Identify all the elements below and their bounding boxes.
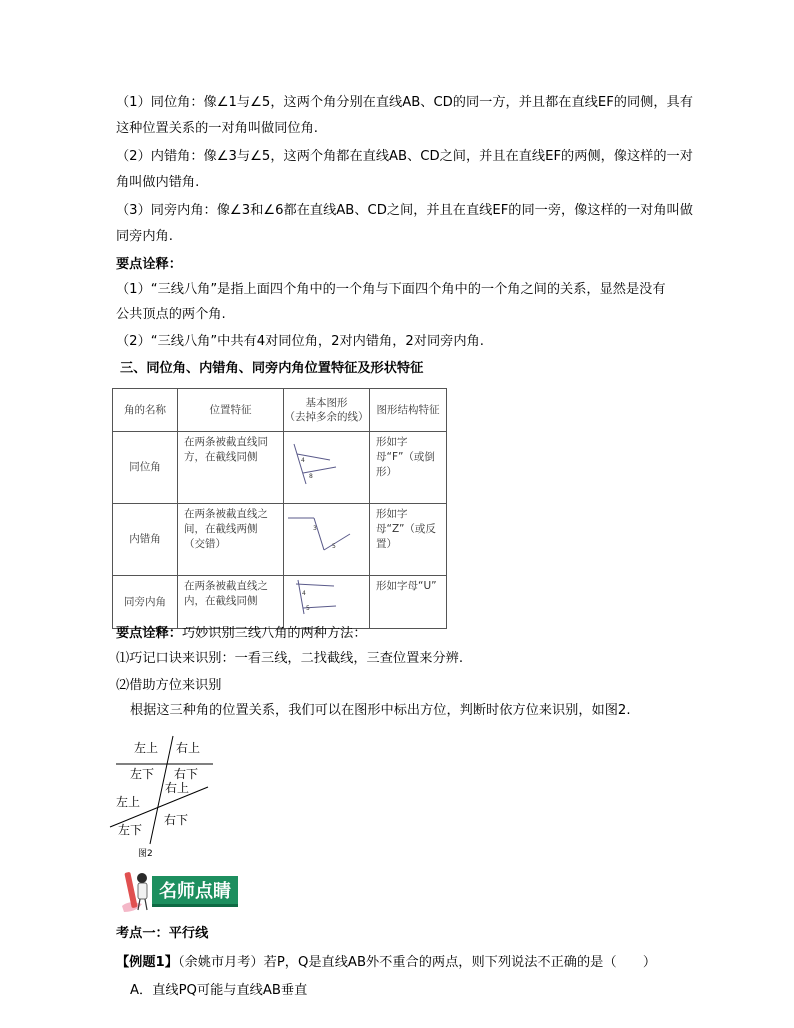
example-1-option-a: A．直线PQ可能与直线AB垂直: [130, 983, 308, 998]
row-1-figure-cell: [284, 432, 370, 504]
table-header-row: [113, 389, 447, 432]
row-3-position-cell: [178, 576, 284, 629]
fig2-label-lower-right-1: 右下: [174, 767, 199, 781]
notes2-title: 要点诠释：: [116, 626, 182, 641]
fig2-label-b: 5: [332, 543, 336, 550]
row-2-figure-cell: [284, 504, 370, 576]
table-row: [113, 576, 447, 629]
fig3-label-b: 5: [306, 605, 310, 612]
row-3-position: 在两条被截直线之内，在截线同侧: [184, 580, 268, 607]
row-1-position-cell: [178, 432, 284, 504]
row-1-name: 同位角: [113, 432, 178, 504]
row-1-structure: 形如字母“F”（或倒形）: [376, 436, 435, 478]
fig1-label-a: 4: [301, 457, 305, 464]
badge-text: 名师点睛: [159, 881, 231, 902]
fig2-label-upper-left-2: 左上: [116, 795, 141, 809]
example-1: [116, 955, 696, 971]
fig3-label-a: 4: [302, 590, 306, 597]
fig1-label-b: 8: [309, 473, 313, 480]
table-row: [113, 432, 447, 504]
row-1-structure-cell: [370, 432, 447, 504]
row-2-name: 内错角: [113, 504, 178, 576]
fig2-label-upper-right-1: 右上: [176, 741, 201, 755]
header-position: 位置特征: [178, 389, 284, 432]
header-structure: 图形结构特征: [370, 389, 447, 432]
teacher-badge-graphic: [118, 866, 242, 916]
row-2-structure: 形如字母“Z”（或反置）: [376, 508, 436, 550]
table-row: [113, 504, 447, 576]
header-name: 角的名称: [113, 389, 178, 432]
fig2-label-upper-left-1: 左上: [134, 741, 159, 755]
section-3-title: 三、同位角、内错角、同旁内角位置特征及形状特征: [120, 361, 424, 376]
para-2-line2: 角叫做内错角.: [116, 175, 200, 190]
notes2-subtitle: 巧妙识别三线八角的两种方法：: [181, 626, 367, 641]
example-1-tag: 【例题1】: [116, 955, 178, 970]
para-1-line1: （1）同位角：像∠1与∠5，这两个角分别在直线AB、CD的同一方，并且都在直线EF的同侧，具有: [116, 95, 693, 110]
note-1-line2: 公共顶点的两个角.: [116, 307, 226, 322]
row-3-structure-cell: [370, 576, 447, 629]
header-figure: 基本图形 （去掉多余的线）: [284, 389, 370, 432]
method-1: ⑴巧记口诀来识别：一看三线，二找截线，三查位置来分辨.: [116, 651, 464, 666]
note-2: （2）“三线八角”中共有4对同位角，2对内错角，2对同旁内角.: [116, 334, 484, 349]
method-2: ⑵借助方位来识别: [116, 678, 222, 693]
kaodian-title: 考点一：平行线: [116, 926, 209, 941]
example-1-text: （余姚市月考）若P，Q是直线AB外不重合的两点，则下列说法不正确的是（ ）: [177, 955, 657, 970]
fig2-label-a: 3: [313, 525, 317, 532]
para-3-line1: （3）同旁内角：像∠3和∠6都在直线AB、CD之间，并且在直线EF的同一旁，像这样的一对角叫做: [116, 203, 693, 218]
corresponding-angle-figure: [284, 432, 369, 498]
fig2-label-lower-right-2: 右下: [164, 813, 189, 827]
row-3-figure-cell: [284, 576, 370, 629]
famous-teacher-badge: [118, 866, 242, 920]
row-2-position: 在两条被截直线之间，在截线两侧（交错）: [184, 508, 268, 550]
fig2-caption: 图2: [138, 849, 153, 859]
note-1-line1: （1）“三线八角”是指上面四个角中的一个角与下面四个角中的一个角之间的关系，显然是没有: [116, 282, 666, 297]
para-1-line2: 这种位置关系的一对角叫做同位角.: [116, 121, 319, 136]
row-1-position: 在两条被截直线同方，在截线同侧: [184, 436, 268, 463]
row-3-structure: 形如字母“U”: [376, 580, 437, 592]
fig2-label-lower-left-2: 左下: [118, 823, 143, 837]
notes-title: 要点诠释：: [116, 257, 182, 272]
feature-table: [112, 388, 447, 629]
method-2-desc: 根据这三种角的位置关系，我们可以在图形中标出方位，判断时依方位来识别，如图2.: [130, 703, 631, 718]
same-side-angle-figure: [284, 576, 369, 623]
fig2-label-lower-left-1: 左下: [130, 767, 155, 781]
fig2-label-upper-right-2: 右上: [165, 781, 190, 795]
alternate-angle-figure: [284, 504, 369, 570]
row-3-name: 同旁内角: [113, 576, 178, 629]
notes2-line: [116, 626, 696, 642]
row-2-position-cell: [178, 504, 284, 576]
para-2-line1: （2）内错角：像∠3与∠5，这两个角都在直线AB、CD之间，并且在直线EF的两侧，像这样的一对: [116, 149, 693, 164]
row-2-structure-cell: [370, 504, 447, 576]
para-3-line2: 同旁内角.: [116, 229, 173, 244]
orientation-figure: [108, 732, 213, 860]
